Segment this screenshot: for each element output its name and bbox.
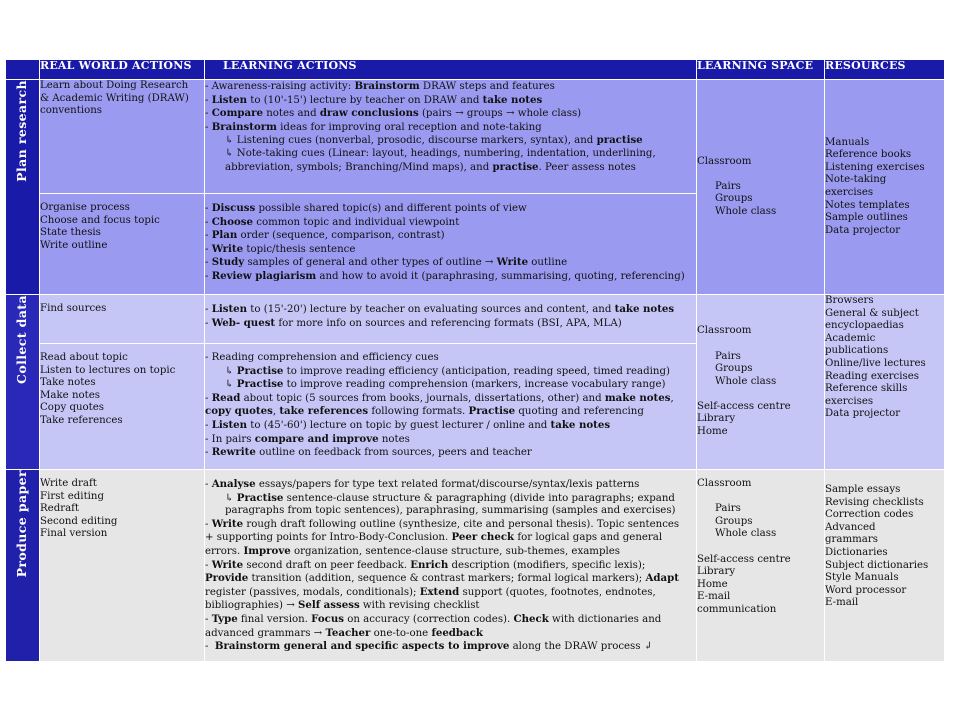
learning-actions-cell xyxy=(205,194,697,295)
action-line: - In pairs compare and improve notes xyxy=(205,432,410,445)
action-line: - Web- quest for more info on sources and referencing formats (BSI, APA, MLA) xyxy=(205,316,622,329)
text-line: Reference books xyxy=(825,149,912,161)
text-line: Pairs xyxy=(715,503,741,515)
action-line: abbreviation, symbols; Branching/Mind maps), and practise. Peer assess notes xyxy=(225,160,636,173)
action-line: ↳ Practise to improve reading comprehension (markers, increase vocabulary range) xyxy=(225,378,666,391)
text-line xyxy=(697,541,824,554)
text-line: Data projector xyxy=(825,408,901,420)
action-line: - Write topic/thesis sentence xyxy=(205,242,356,255)
text-line: encyclopaedias xyxy=(825,320,904,332)
text-line: Note-taking xyxy=(825,174,887,186)
text-line: Final version xyxy=(40,528,108,540)
header-learning-actions: LEARNING ACTIONS xyxy=(205,60,697,80)
text-line: publications xyxy=(825,345,889,357)
text-line: exercises xyxy=(825,187,874,198)
text-line: Revising checklists xyxy=(825,496,924,508)
text-line: Data projector xyxy=(825,224,901,236)
text-line: Whole class xyxy=(715,528,777,540)
header-resources: RESOURCES xyxy=(825,60,945,80)
action-line: - Write rough draft following outline (synthesize, cite and personal thesis). Topic sentences xyxy=(205,517,680,530)
action-line: - Plan order (sequence, comparison, contrast) xyxy=(205,229,445,242)
action-line: - Listen to (10'-15') lecture by teacher on DRAW and take notes xyxy=(205,93,543,106)
resources-cell xyxy=(825,470,945,662)
text-line xyxy=(697,168,824,181)
text-line: Whole class xyxy=(715,375,777,387)
text-line: Manuals xyxy=(825,136,870,148)
learning-space-cell xyxy=(697,80,825,295)
real-actions-cell xyxy=(40,194,205,295)
text-line: Write draft xyxy=(40,478,97,489)
action-line: - Study samples of general and other types of outline → Write outline xyxy=(205,256,568,269)
text-line: Academic xyxy=(825,332,876,344)
phase-label: Produce paper xyxy=(14,470,30,578)
action-line: register (passives, modals, conditionals); Extend support (quotes, footnotes, endnotes, xyxy=(205,585,656,598)
header-learning-space: LEARNING SPACE xyxy=(697,60,825,80)
action-line: - Discuss possible shared topic(s) and different points of view xyxy=(205,202,527,214)
learning-actions-cell xyxy=(205,470,697,662)
action-line: errors. Improve organization, sentence-clause structure, sub-themes, examples xyxy=(205,544,620,557)
real-actions-cell xyxy=(40,80,205,194)
text-line: State thesis xyxy=(40,227,101,239)
text-line xyxy=(697,338,824,351)
action-line: Provide transition (addition, sequence & contrast markers; formal logical markers); Adapt xyxy=(205,572,679,585)
text-line: Find sources xyxy=(40,303,107,314)
table-row xyxy=(6,295,945,344)
action-line: - Brainstorm general and specific aspects to improve along the DRAW process ↲ xyxy=(205,640,653,653)
learning-space-cell xyxy=(697,470,825,662)
text-line xyxy=(697,388,824,401)
text-line: Classroom xyxy=(697,155,752,167)
action-line: ↳ Listening cues (nonverbal, prosodic, discourse markers, syntax), and practise xyxy=(225,134,643,147)
table-row xyxy=(6,470,945,662)
action-line: bibliographies) → Self assess with revising checklist xyxy=(205,599,480,612)
text-line: First editing xyxy=(40,490,105,502)
header-row xyxy=(6,60,945,80)
text-line: grammars xyxy=(825,534,878,546)
text-line: E-mail xyxy=(697,591,731,603)
action-line: copy quotes, take references following formats. Practise quoting and referencing xyxy=(205,405,644,418)
text-line: communication xyxy=(697,603,777,615)
text-line: Reference skills xyxy=(825,383,908,395)
text-line: Sample essays xyxy=(825,484,901,495)
action-line: advanced grammars → Teacher one-to-one feedback xyxy=(205,626,483,639)
learning-actions-cell xyxy=(205,344,697,470)
text-line: Subject dictionaries xyxy=(825,559,929,571)
action-line: ↳ Practise to improve reading efficiency (anticipation, reading speed, timed reading) xyxy=(225,364,670,377)
text-line: Classroom xyxy=(697,478,752,489)
action-line: ↳ Practise sentence-clause structure & paragraphing (divide into paragraphs; expand xyxy=(225,491,675,504)
text-line: Home xyxy=(697,578,728,590)
phase-label: Collect data xyxy=(14,295,30,384)
action-line: - Rewrite outline on feedback from sources, peers and teacher xyxy=(205,446,532,459)
header-real-world-actions: REAL WORLD ACTIONS xyxy=(40,60,205,80)
table-row xyxy=(6,80,945,194)
learning-actions-cell xyxy=(205,295,697,344)
phase-produce-paper xyxy=(6,470,40,662)
real-actions-cell xyxy=(40,344,205,470)
action-line: - Reading comprehension and efficiency cues xyxy=(205,352,439,363)
real-actions-cell xyxy=(40,470,205,662)
text-line: Pairs xyxy=(715,350,741,362)
action-line: - Choose common topic and individual viewpoint xyxy=(205,215,460,228)
text-line: Style Manuals xyxy=(825,572,899,584)
text-line: Library xyxy=(697,413,736,425)
action-line: - Write second draft on peer feedback. Enrich description (modifiers, specific lexis); xyxy=(205,558,646,571)
text-line: Advanced xyxy=(825,521,876,533)
text-line: Online/live lectures xyxy=(825,357,926,369)
text-line: Choose and focus topic xyxy=(40,214,160,226)
text-line: Dictionaries xyxy=(825,546,888,558)
phase-label: Plan research xyxy=(14,80,30,182)
text-line: exercises xyxy=(825,395,874,407)
text-line: Sample outlines xyxy=(825,212,908,224)
real-actions-cell xyxy=(40,295,205,344)
action-line: - Listen to (15'-20') lecture by teacher on evaluating sources and content, and take notes xyxy=(205,303,675,315)
text-line: Whole class xyxy=(715,205,777,217)
text-line: conventions xyxy=(40,105,103,117)
text-line: Pairs xyxy=(715,180,741,192)
header-blank xyxy=(6,60,40,80)
resources-cell xyxy=(825,295,945,470)
text-line: Second editing xyxy=(40,515,118,527)
text-line: Home xyxy=(697,426,728,438)
text-line: E-mail xyxy=(825,597,859,609)
text-line: Self-access centre xyxy=(697,400,791,412)
text-line: Notes templates xyxy=(825,199,910,211)
text-line: Classroom xyxy=(697,325,752,337)
text-line: Redraft xyxy=(40,503,80,515)
text-line xyxy=(697,491,824,504)
action-line: - Read about topic (5 sources from books, journals, dissertations, other) and make notes, xyxy=(205,391,674,404)
text-line: Self-access centre xyxy=(697,553,791,565)
text-line: Groups xyxy=(715,193,753,205)
action-line: - Compare notes and draw conclusions (pairs → groups → whole class) xyxy=(205,107,582,120)
text-line: Listen to lectures on topic xyxy=(40,364,176,376)
text-line: Groups xyxy=(715,515,753,527)
text-line: Groups xyxy=(715,363,753,375)
phase-plan-research xyxy=(6,80,40,295)
resources-cell xyxy=(825,80,945,295)
text-line: Reading exercises xyxy=(825,370,919,382)
text-line: Learn about Doing Research xyxy=(40,80,189,91)
phase-collect-data xyxy=(6,295,40,470)
action-line: - Listen to (45'-60') lecture on topic by guest lecturer / online and take notes xyxy=(205,418,611,431)
text-line: Word processor xyxy=(825,584,907,596)
text-line: Organise process xyxy=(40,202,130,213)
action-line: + supporting points for Intro-Body-Conclusion. Peer check for logical gaps and general xyxy=(205,531,663,544)
action-line: ↳ Note-taking cues (Linear: layout, headings, numbering, indentation, underlining, xyxy=(225,147,656,159)
action-line: paragraphs from topic sentences), paraphrasing, summarising (samples and exercises) xyxy=(225,505,676,517)
text-line: General & subject xyxy=(825,307,919,319)
action-line: - Analyse essays/papers for type text related format/discourse/syntax/lexis patterns xyxy=(205,478,640,490)
text-line: Write outline xyxy=(40,239,108,251)
learning-actions-cell xyxy=(205,80,697,194)
text-line: Make notes xyxy=(40,389,100,401)
action-line: - Awareness-raising activity: Brainstorm DRAW steps and features xyxy=(205,80,555,92)
text-line: Take references xyxy=(40,414,123,426)
text-line: Listening exercises xyxy=(825,161,925,173)
action-line: - Type final version. Focus on accuracy (correction codes). Check with dictionaries and xyxy=(205,612,662,625)
action-line: - Review plagiarism and how to avoid it (paraphrasing, summarising, quoting, referencing) xyxy=(205,269,685,282)
text-line: Copy quotes xyxy=(40,402,105,414)
learning-space-cell xyxy=(697,295,825,470)
text-line: Take notes xyxy=(40,377,96,389)
text-line: Browsers xyxy=(825,295,874,306)
draw-process-table xyxy=(5,59,945,662)
action-line: - Brainstorm ideas for improving oral reception and note-taking xyxy=(205,120,542,133)
text-line: Read about topic xyxy=(40,352,128,363)
text-line: Correction codes xyxy=(825,509,914,521)
text-line: & Academic Writing (DRAW) xyxy=(40,92,189,104)
text-line: Library xyxy=(697,566,736,578)
